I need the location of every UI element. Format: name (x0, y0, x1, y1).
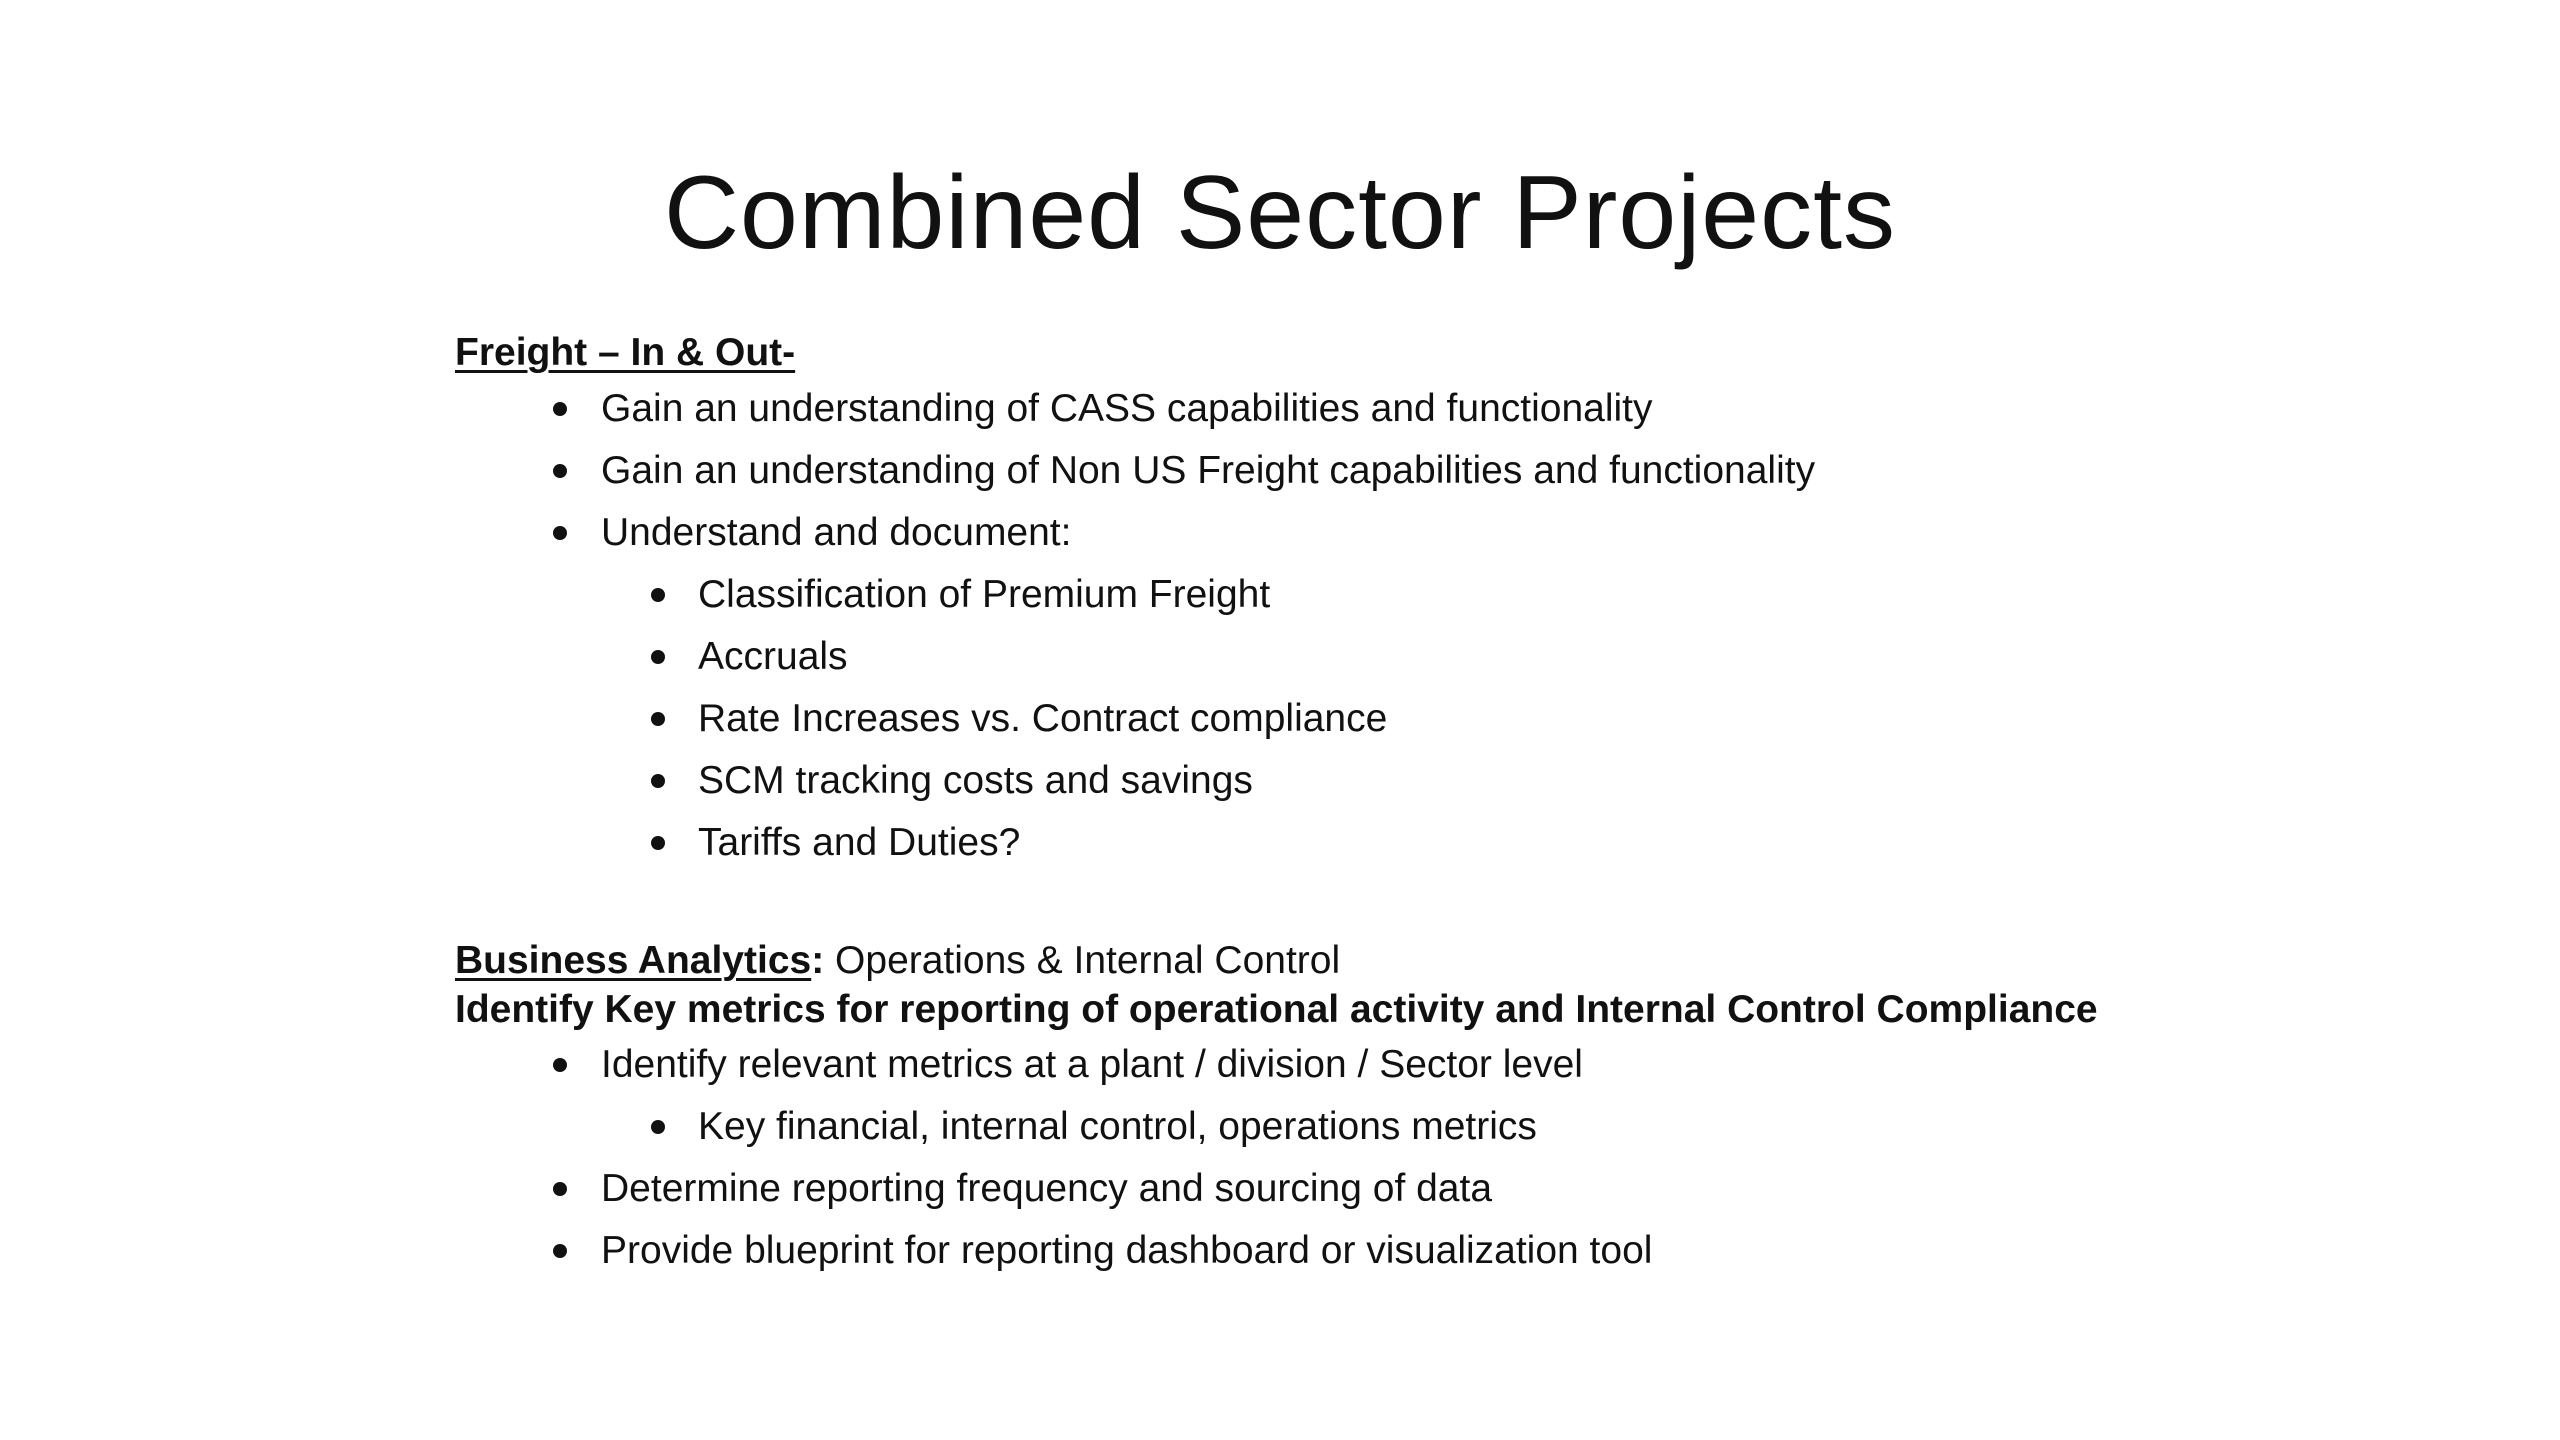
freight-sublist (455, 564, 2355, 874)
sub-list-item: SCM tracking costs and savings (455, 750, 2355, 812)
sub-list-item: Key financial, internal control, operations metrics (455, 1096, 2355, 1158)
analytics-list-continued (455, 1158, 2355, 1282)
sub-list-item: Tariffs and Duties? (455, 812, 2355, 874)
analytics-subheading: Identify Key metrics for reporting of operational activity and Internal Control Compliance (455, 988, 2098, 1031)
list-item: Understand and document: (455, 502, 2355, 564)
sub-list-item: Classification of Premium Freight (455, 564, 2355, 626)
slide-title: Combined Sector Projects (663, 155, 1897, 271)
analytics-sublist (455, 1096, 2355, 1158)
freight-heading-text: Freight – In & Out- (455, 331, 796, 374)
analytics-heading-text: Business Analytics (455, 939, 812, 982)
list-item: Gain an understanding of Non US Freight capabilities and functionality (455, 440, 2355, 502)
sub-list-item: Accruals (455, 626, 2355, 688)
freight-heading (455, 328, 2355, 378)
analytics-heading (455, 936, 2355, 986)
slide-body (455, 328, 2355, 1282)
section-spacer (455, 874, 2355, 936)
analytics-list (455, 1034, 2355, 1096)
list-item: Determine reporting frequency and sourcing of data (455, 1158, 2355, 1220)
sub-list-item: Rate Increases vs. Contract compliance (455, 688, 2355, 750)
list-item: Identify relevant metrics at a plant / division / Sector level (455, 1034, 2355, 1096)
analytics-heading-colon: : (811, 939, 825, 982)
list-item: Provide blueprint for reporting dashboard or visualization tool (455, 1220, 2355, 1282)
list-item: Gain an understanding of CASS capabilities and functionality (455, 378, 2355, 440)
freight-list (455, 378, 2355, 564)
analytics-heading-suffix: Operations & Internal Control (824, 939, 1341, 982)
